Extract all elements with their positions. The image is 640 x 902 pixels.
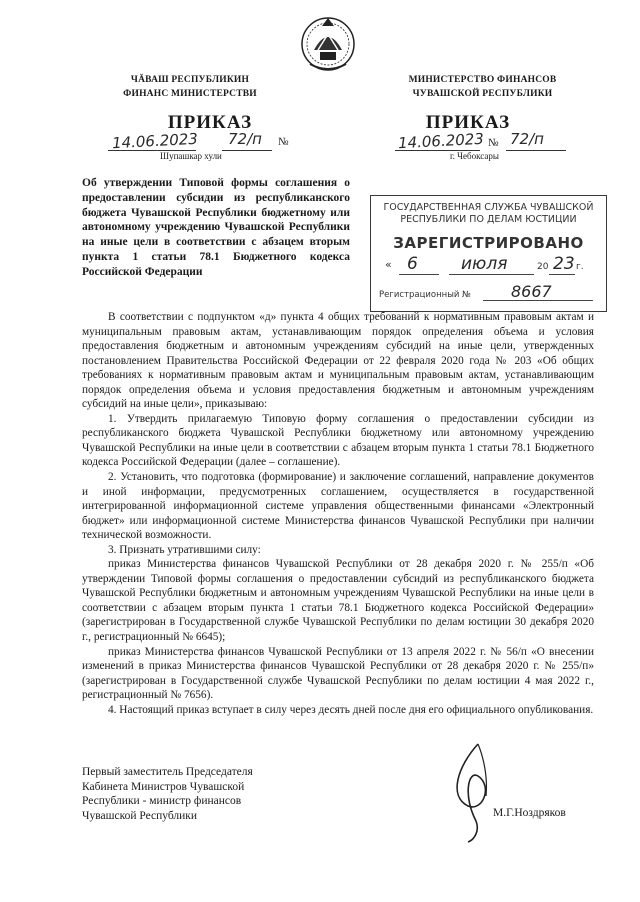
handwritten-number-right: 72/п <box>510 130 544 148</box>
body-paragraph: приказ Министерства финансов Чувашской Республики от 28 декабря 2020 г. № 255/п «Об утверждении Типовой формы соглашения о предоставлении субсидий из республиканского бюджета Чувашской Республики бюджетным и автономным учреждениям Чувашской Республики на иные цели в соответствии с абзацем вторым пункта 1 статьи 78.1 Бюджетного кодекса Российской Федерации» (зарегистрирован в Государственной службе Чувашской Республики по делам юстиции 30 декабря 2020 г., регистрационный № 6645); <box>82 558 594 644</box>
org-name-chuvash <box>85 73 295 101</box>
place-left: Шупашкар хули <box>160 151 222 161</box>
stamp-line: ГОСУДАРСТВЕННАЯ СЛУЖБА ЧУВАШСКОЙ <box>383 202 594 213</box>
handwritten-number-left: 72/п <box>228 130 262 148</box>
org-line: ЧĂВАШ РЕСПУБЛИКИН <box>130 75 250 85</box>
org-line: ЧУВАШСКОЙ РЕСПУБЛИКИ <box>412 89 553 99</box>
body-paragraph: В соответствии с подпунктом «д» пункта 4 общих требований к нормативным правовым актам и муниципальным правовым актам, устанавливающим порядок определения объема и условия предоставления бюджетным и автономным учреждениям субсидий на иные цели, утвержденных постановлением Правительства Российской Федерации от 22 февраля 2020 года № 203 «Об общих требованиях к нормативным правовым актам и муниципальным правовым актам, устанавливающим порядок определения объема и условия предоставления бюджетным и автономным учреждениям субсидий на иные цели», приказываю: <box>82 311 594 411</box>
stamp-month: июля <box>461 254 508 274</box>
signatory-position <box>82 765 302 823</box>
stamp-line: РЕСПУБЛИКИ ПО ДЕЛАМ ЮСТИЦИИ <box>400 214 577 225</box>
stamp-status: ЗАРЕГИСТРИРОВАНО <box>393 234 584 252</box>
number-underline <box>222 150 272 151</box>
body-paragraph: 2. Установить, что подготовка (формирование) и заключение соглашений, направление документов и иной информации, предусмотренных соглашением, осуществляется в государственной интегрированной информационной системе управления общественными финансами «Электронный бюджет» или информационной системе Министерства финансов Чувашской Республики при наличии технической возможности. <box>82 471 594 542</box>
stamp-reg-label: Регистрационный № <box>379 290 471 300</box>
document-body <box>82 310 594 717</box>
number-sign-left: № <box>278 136 289 148</box>
stamp-year-prefix: 20 <box>537 262 549 272</box>
place-right: г. Чебоксары <box>450 151 499 161</box>
handwritten-date-right: 14.06.2023 <box>397 129 485 153</box>
number-sign-right: № <box>488 137 499 149</box>
org-name-russian <box>375 73 590 101</box>
stamp-year-suffix: г. <box>576 262 584 272</box>
body-paragraph: 4. Настоящий приказ вступает в силу через десять дней после дня его официального опубликования. <box>108 703 594 716</box>
stamp-day: 6 <box>407 254 418 274</box>
stamp-underline <box>449 274 534 275</box>
stamp-year: 23 <box>553 254 575 274</box>
doc-type-left: ПРИКАЗ <box>167 112 253 133</box>
doc-type-right: ПРИКАЗ <box>425 112 511 133</box>
position-line: Республики - министр финансов <box>82 795 242 808</box>
document-title: Об утверждении Типовой формы соглашения о предоставлении субсидии из республиканского бюджета Чувашской Республики бюджетному или автономному учреждению Чувашской Республики на иные цели в соответствии с абзацем вторым пункта 1 статьи 78.1 Бюджетного кодекса Российской Федерации <box>82 177 350 278</box>
stamp-reg-number: 8667 <box>511 282 552 301</box>
stamp-underline <box>549 274 575 275</box>
stamp-underline <box>399 274 439 275</box>
signatory-name: М.Г.Ноздряков <box>493 807 566 819</box>
org-line: МИНИСТЕРСТВО ФИНАНСОВ <box>408 75 557 85</box>
body-paragraph: приказ Министерства финансов Чувашской Республики от 13 апреля 2022 г. № 56/п «О внесении изменений в приказ Министерства финансов Чувашской Республики от 28 декабря 2020 г. № 255/п» (зарегистрирован в Государственной службе Чувашской Республики по делам юстиции 4 мая 2022 г., регистрационный № 7656). <box>82 645 594 702</box>
number-underline <box>506 150 566 151</box>
body-paragraph: 1. Утвердить прилагаемую Типовую форму соглашения о предоставлении субсидии из республиканского бюджета Чувашской Республики бюджетному или автономному учреждению Чувашской Республики на иные цели в соответствии с абзацем вторым пункта 1 статьи 78.1 Бюджетного кодекса Российской Федерации (далее – соглашение). <box>82 412 594 469</box>
position-line: Чувашской Республики <box>82 809 198 822</box>
registration-stamp <box>370 195 607 312</box>
handwritten-signature <box>438 736 518 846</box>
stamp-authority <box>371 202 606 226</box>
position-line: Кабинета Министров Чувашской <box>82 780 245 793</box>
position-line: Первый заместитель Председателя <box>82 766 253 778</box>
handwritten-date-left: 14.06.2023 <box>111 129 199 153</box>
stamp-quote: « <box>385 258 392 271</box>
body-paragraph: 3. Признать утратившими силу: <box>108 543 261 556</box>
org-line: ФИНАНС МИНИСТЕРСТВИ <box>123 89 257 99</box>
stamp-underline <box>483 300 593 301</box>
coat-of-arms-icon <box>300 14 356 74</box>
